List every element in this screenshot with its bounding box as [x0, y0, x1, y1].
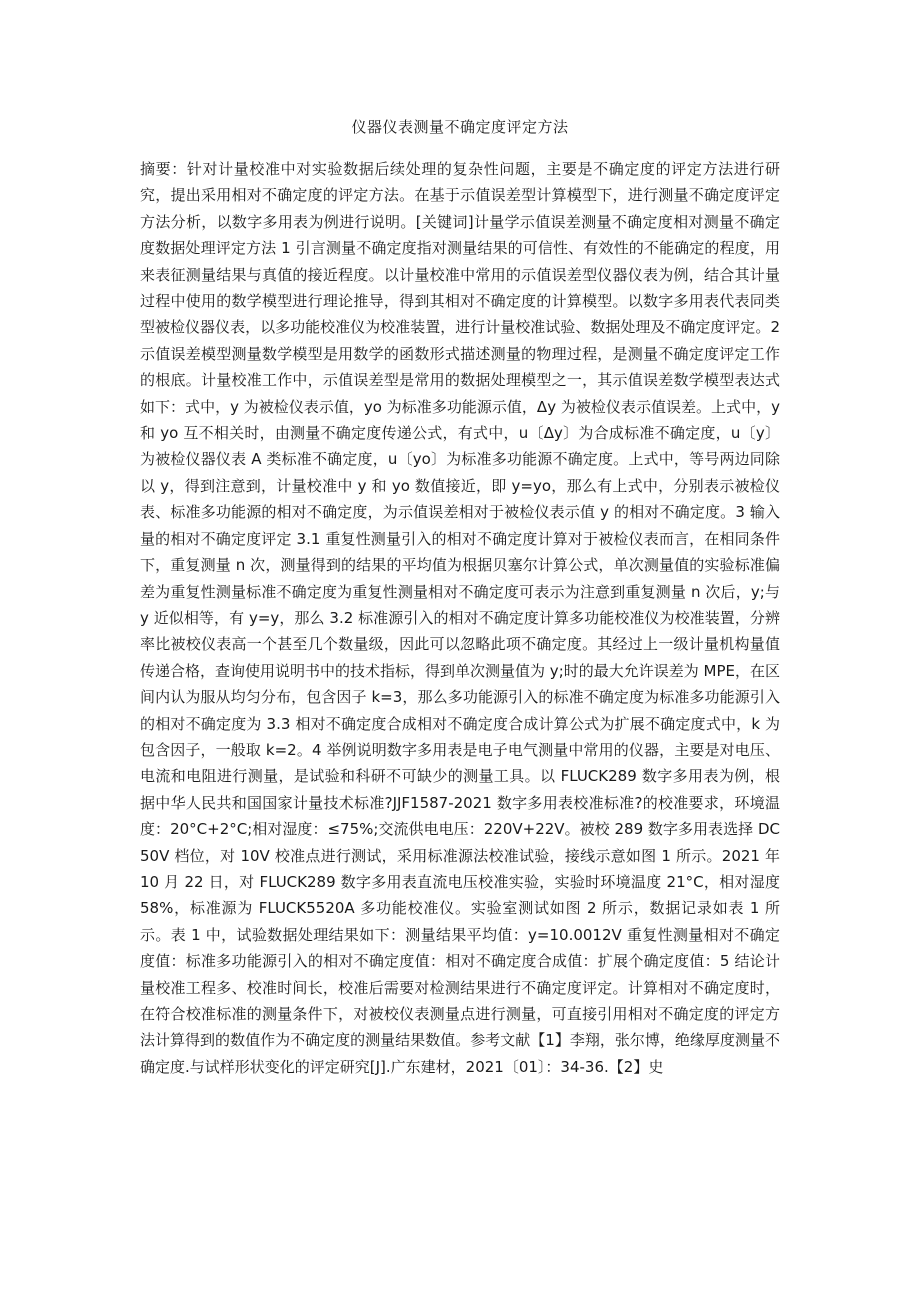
document-title: 仪器仪表测量不确定度评定方法 — [351, 118, 569, 136]
document-body: 摘要：针对计量校准中对实验数据后续处理的复杂性问题，主要是不确定度的评定方法进行研究，提出采用相对不确定度的评定方法。在基于示值误差型计算模型下，进行测量不确定度评定方法分析，以数字多用表为例进行说明。[关键词]计量学示值误差测量不确定度相对测量不确定度数据处理评定方法 1 引言测量不确定度指对测量结果的可信性、有效性的不能确定的程度，用来表征测量结果与真值的接近程度。以计量校准中常用的示值误差型仪器仪表为例，结合其计量过程中使用的数学模型进行理论推导，得到其相对不确定度的计算模型。以数字多用表代表同类型被检仪器仪表，以多功能校准仪为校准装置，进行计量校准试验、数据处理及不确定度评定。2 示值误差模型测量数学模型是用数学的函数形式描述测量的物理过程，是测量不确定度评定工作的根底。计量校准工作中，示值误差型是常用的数据处理模型之一，其示值误差数学模型表达式如下：式中，y 为被检仪表示值，yo 为标准多功能源示值，Δy 为被检仪表示值误差。上式中，y 和 yo 互不相关时，由测量不确定度传递公式，有式中，u〔Δy〕为合成标准不确定度，u〔y〕为被检仪器仪表 A 类标准不确定度，u〔yo〕为标准多功能源不确定度。上式中，等号两边同除以 y，得到注意到，计量校准中 y 和 yo 数值接近，即 y=yo，那么有上式中，分别表示被检仪表、标准多功能源的相对不确定度，为示值误差相对于被检仪表示值 y 的相对不确定度。3 输入量的相对不确定度评定 3.1 重复性测量引入的相对不确定度计算对于被检仪表而言，在相同条件下，重复测量 n 次，测量得到的结果的平均值为根据贝塞尔计算公式，单次测量值的实验标准偏差为重复性测量标准不确定度为重复性测量相对不确定度可表示为注意到重复测量 n 次后，y;与 y 近似相等，有 y=y，那么 3.2 标准源引入的相对不确定度计算多功能校准仪为校准装置，分辨率比被校仪表高一个甚至几个数量级，因此可以忽略此项不确定度。其经过上一级计量机构量值传递合格，查询使用说明书中的技术指标，得到单次测量值为 y;时的最大允许误差为 MPE，在区间内认为服从均匀分布，包含因子 k=3，那么多功能源引入的标准不确定度为标准多功能源引入的相对不确定度为 3.3 相对不确定度合成相对不确定度合成计算公式为扩展不确定度式中，k 为包含因子，一般取 k=2。4 举例说明数字多用表是电子电气测量中常用的仪器，主要是对电压、电流和电阻进行测量，是试验和科研不可缺少的测量工具。以 FLUCK289 数字多用表为例，根据中华人民共和国国家计量技术标准?JJF1587-2021 数字多用表校准标准?的校准要求，环境温度：20°C+2°C;相对湿度：≤75%;交流供电电压：220V+22V。被校 289 数字多用表选择 DC50V 档位，对 10V 校准点进行测试，采用标准源法校准试验，接线示意如图 1 所示。2021 年 10 月 22 日，对 FLUCK289 数字多用表直流电压校准实验，实验时环境温度 21°C，相对湿度 58%，标准源为 FLUCK5520A 多功能校准仪。实验室测试如图 2 所示，数据记录如表 1 所示。表 1 中，试验数据处理结果如下：测量结果平均值：y=10.0012V 重复性测量相对不确定度值：标准多功能源引入的相对不确定度值：相对不确定度合成值：扩展个确定度值：5 结论计量校准工程多、校准时间长，校准后需要对检测结果进行不确定度评定。计算相对不确定度时，在符合校准标准的测量条件下，对被校仪表测量点进行测量，可直接引用相对不确定度的评定方法计算得到的数值作为不确定度的测量结果数值。参考文献【1】李翔，张尔博，绝缘厚度测量不确定度.与试样形状变化的评定研究[J].广东建材，2021〔01〕：34-36.【2】史 — [140, 160, 780, 1076]
